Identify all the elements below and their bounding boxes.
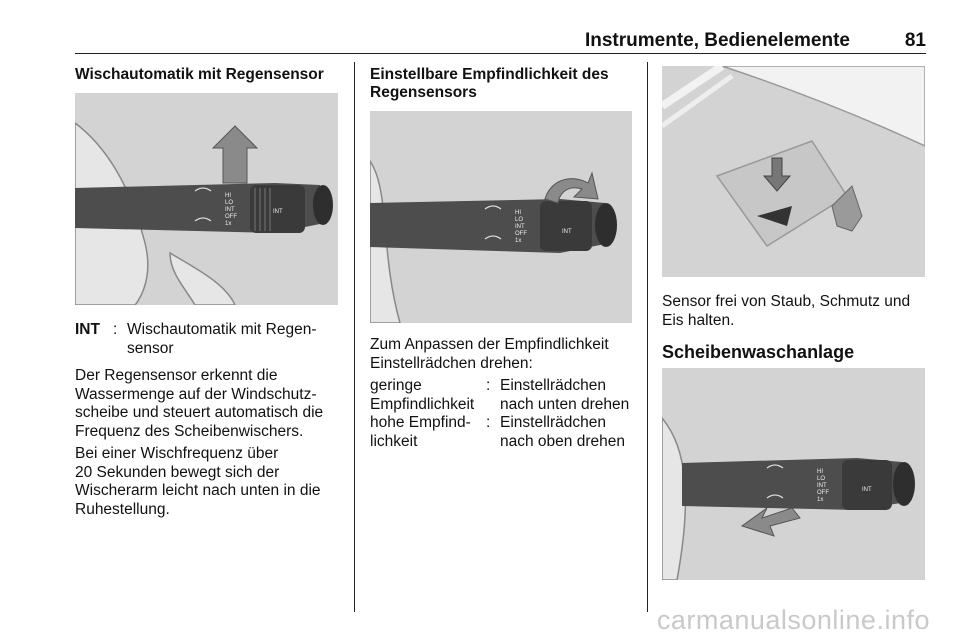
- text-line: Der Regensensor erkennt die: [75, 367, 278, 384]
- def-term-line: Empfindlichkeit: [370, 395, 475, 413]
- def-row-low: [370, 377, 645, 414]
- text-line: Zum Anpassen der Empfindlichkeit: [370, 336, 609, 353]
- svg-text:LO: LO: [817, 476, 826, 482]
- text-line: Ruhestellung.: [75, 500, 170, 518]
- figure-wiper-stalk-up: [75, 93, 338, 305]
- windshield-rain-sensor-illustration-icon: [662, 66, 925, 277]
- svg-text:1x: 1x: [817, 497, 824, 503]
- wiper-stalk-pull-arrow-illustration-icon: [662, 368, 925, 580]
- def-term-int: INT: [75, 321, 100, 338]
- def-desc-line: nach oben drehen: [500, 432, 625, 450]
- heading-line-2: Regensensors: [370, 84, 477, 101]
- figure-washer-stalk: [662, 368, 925, 580]
- column-divider-1: [354, 62, 355, 612]
- svg-text:INT: INT: [225, 207, 235, 213]
- paragraph-rain-sensor-2: [75, 445, 350, 519]
- page-header-title: Instrumente, Bedienelemente: [584, 30, 850, 51]
- svg-text:OFF: OFF: [817, 490, 829, 496]
- svg-text:INT: INT: [562, 229, 572, 235]
- column-divider-2: [647, 62, 648, 612]
- text-line: Einstellrädchen drehen:: [370, 354, 533, 372]
- definition-list-sensitivity: [370, 377, 645, 451]
- header-rule: [75, 53, 926, 54]
- def-desc-line: nach unten drehen: [500, 395, 630, 413]
- def-term-line: geringe: [370, 377, 422, 394]
- figure-thumbwheel-rotate: [370, 111, 632, 323]
- heading-line-1: Einstellbare Empfindlichkeit des: [370, 66, 609, 83]
- wiper-stalk-thumbwheel-rotate-illustration-icon: [370, 111, 632, 323]
- wiper-stalk-up-arrow-illustration-icon: [75, 93, 338, 305]
- svg-text:OFF: OFF: [225, 214, 237, 220]
- figure-rain-sensor: [662, 66, 925, 277]
- paragraph-rain-sensor-1: [75, 367, 350, 441]
- svg-text:INT: INT: [862, 487, 872, 493]
- svg-text:HI: HI: [225, 193, 231, 199]
- text-line: Wischerarm leicht nach unten in die: [75, 482, 321, 499]
- def-desc-line-1: Wischautomatik mit Regen-: [127, 321, 317, 338]
- section-heading-washer: Scheibenwaschanlage: [662, 342, 855, 362]
- text-line: Frequenz des Scheibenwischers.: [75, 422, 304, 440]
- watermark: carmanualsonline.info: [656, 605, 930, 635]
- svg-text:HI: HI: [817, 469, 823, 475]
- def-colon: :: [486, 377, 491, 394]
- definition-list-int: [75, 321, 345, 358]
- text-line: Sensor frei von Staub, Schmutz und: [662, 293, 911, 310]
- text-line: 20 Sekunden bewegt sich der: [75, 463, 280, 481]
- def-desc-line: Einstellrädchen: [500, 377, 606, 394]
- def-term-line: lichkeit: [370, 432, 418, 450]
- svg-text:INT: INT: [273, 209, 283, 215]
- text-line: Eis halten.: [662, 311, 735, 329]
- svg-text:LO: LO: [225, 200, 234, 206]
- svg-text:HI: HI: [515, 210, 521, 216]
- def-desc-line: Einstellrädchen: [500, 414, 606, 431]
- paragraph-sensor-clean: [662, 293, 932, 330]
- text-line: Bei einer Wischfrequenz über: [75, 445, 279, 462]
- svg-text:INT: INT: [515, 224, 525, 230]
- svg-text:OFF: OFF: [515, 231, 527, 237]
- section-heading-sensitivity: [370, 66, 640, 102]
- def-colon: :: [113, 321, 118, 338]
- paragraph-sensitivity: [370, 336, 645, 373]
- page-number: 81: [904, 30, 926, 51]
- svg-text:1x: 1x: [515, 238, 522, 244]
- def-row-high: [370, 414, 645, 451]
- text-line: scheibe und steuert automatisch die: [75, 404, 324, 421]
- svg-text:INT: INT: [817, 483, 827, 489]
- svg-text:1x: 1x: [225, 221, 232, 227]
- def-term-line: hohe Empfind-: [370, 414, 471, 431]
- svg-text:LO: LO: [515, 217, 524, 223]
- text-line: Wassermenge auf der Windschutz-: [75, 385, 317, 403]
- def-desc-line-2: sensor: [127, 339, 174, 357]
- section-heading-rain-sensor: Wischautomatik mit Regensensor: [75, 66, 324, 83]
- def-colon: :: [486, 414, 491, 431]
